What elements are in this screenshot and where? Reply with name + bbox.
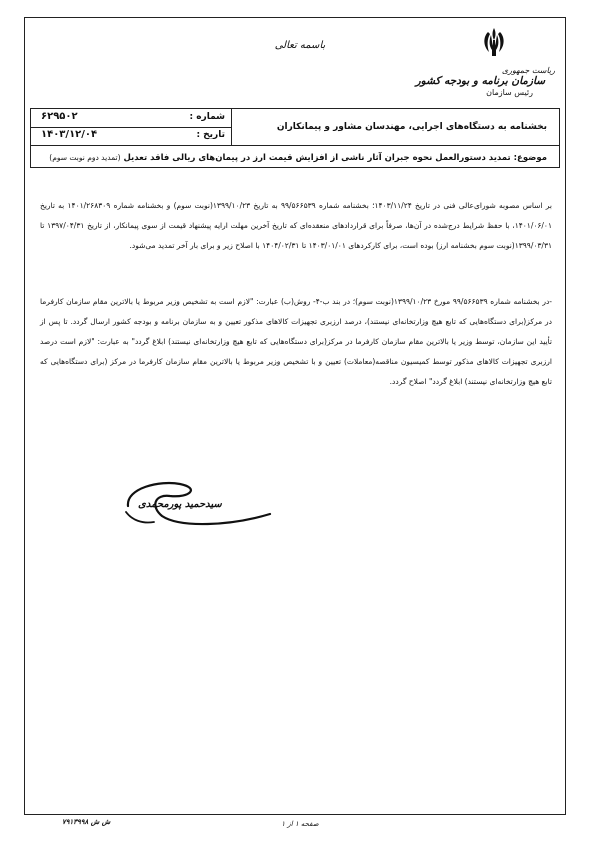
addressee: بخشنامه به دستگاه‌های اجرایی، مهندسان مشاور و پیمانکاران [276,122,547,132]
body-paragraph-1: بر اساس مصوبه شورای‌عالی فنی در تاریخ ۱۴۰۳/۱۱/۲۴؛ بخشنامه شماره ۹۹/۵۶۶۵۳۹ به تاریخ ۱۳۹۹/۱۰/۲۳(نوبت سوم) و بخشنامه شماره ۱۴۰۱/۲۶۸۳۰۹ به تاریخ ۱۴۰۱/۰۶/۰۱، با حفظ شرایط درج‌شده در آن‌ها، صرفاً برای قراردادهای منعقده‌ای که تاریخ آخرین مهلت ارایه پیشنهاد قیمت از سوی پیمانکار، از تاریخ ۱۳۹۷/۰۴/۳۱ تا ۱۳۹۹/۰۳/۳۱(نوبت سوم بخشنامه ارز) بوده است، برای کارکردهای ۱۴۰۳/۰۱/۰۱ تا ۱۴۰۴/۰۲/۳۱ با اصلاح زیر و برای بار آخر تمدید می‌شود. [40,201,553,250]
number-row [31,109,231,128]
signatory-name: سیدحمید پورمحمدی [138,499,222,510]
subject-note: (تمدید دوم نوبت سوم) [49,153,121,162]
letter-header-box [30,108,560,168]
subject-line [49,153,547,163]
bismillah-heading: باسمه تعالی [274,40,326,51]
reference-number: ش ش ۷۹۱۳۹۹۸ [62,818,111,826]
number-label: شماره : [189,112,225,122]
header-divider [231,109,232,145]
date-value: ۱۴۰۳/۱۲/۰۴ [41,129,98,140]
org-presidency: ریاست جمهوری [501,66,555,75]
date-row [31,127,231,145]
subject-text: موضوع: تمدید دستورالعمل نحوه جبران آثار ناشی از افزایش قیمت ارز در پیمان‌های ریالی فاقد تعدیل [123,153,547,163]
number-value: ۶۲۹۵۰۲ [41,111,78,122]
page-number: صفحه ۱ از ۱ [281,820,319,828]
org-position: رئیس سازمان [486,88,533,97]
iran-emblem-icon [479,26,509,60]
organization-block [415,66,555,97]
date-label: تاریخ : [196,130,225,140]
org-name: سازمان برنامه و بودجه کشور [415,75,545,87]
body-paragraph-2: -در بخشنامه شماره ۹۹/۵۶۶۵۳۹ مورخ ۱۳۹۹/۱۰/۲۳(نوبت سوم)؛ در بند ب-۴- روش(ب) عبارت: "لازم است به تشخیص وزیر مربوط یا بالاترین مقام سازمان کارفرما در مرکز(برای دستگاه‌هایی که تابع هیچ وزارتخانه‌ای نیستند)، درصد ارزبری تجهیزات کالاهای مذکور تعیین و به سازمان برنامه و بودجه کشور ارسال گردد. تا پس از تأیید این سازمان، توسط وزیر یا بالاترین مقام سازمان کارفرما در مرکز(برای دستگاه‌هایی که تابع هیچ وزارتخانه‌ای نیستند) ابلاغ گردد" به عبارت: "لازم است درصد ارزبری تجهیزات کالاهای مذکور توسط کمیسیون مناقصه(معاملات) تعیین و با تشخیص وزیر مربوط یا بالاترین مقام سازمان کارفرما در مرکز (برای دستگاه‌هایی که تابع هیچ وزارتخانه‌ای نیستند) ابلاغ گردد" اصلاح گردد. [40,297,552,386]
